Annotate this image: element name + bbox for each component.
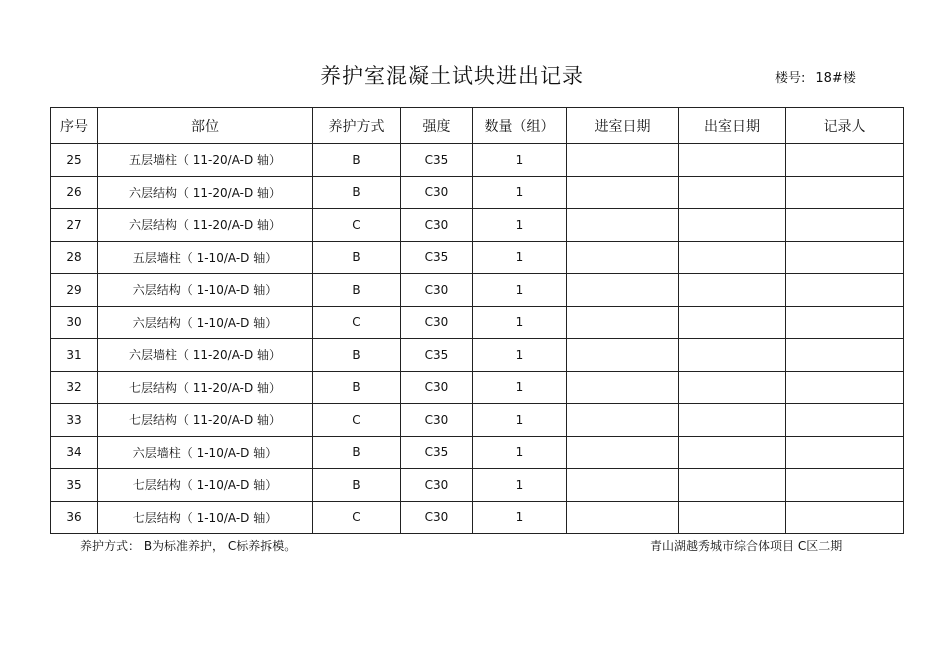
cell-no: 35 — [51, 469, 98, 502]
cell-location: 六层结构（ 11-20/A-D 轴） — [98, 176, 313, 209]
cell-location: 六层墙柱（ 11-20/A-D 轴） — [98, 339, 313, 372]
cell-in-date — [567, 501, 679, 534]
cell-out-date — [679, 176, 786, 209]
cell-curing: C — [313, 404, 401, 437]
cell-curing: B — [313, 144, 401, 177]
cell-no: 30 — [51, 306, 98, 339]
cell-in-date — [567, 176, 679, 209]
building-label: 楼号: — [775, 71, 806, 86]
table-row — [51, 176, 904, 209]
cell-out-date — [679, 501, 786, 534]
table-row — [51, 339, 904, 372]
cell-strength: C35 — [401, 436, 473, 469]
cell-qty: 1 — [473, 306, 567, 339]
cell-location: 六层结构（ 1-10/A-D 轴） — [98, 306, 313, 339]
building-number — [775, 67, 856, 86]
table-row — [51, 306, 904, 339]
cell-recorder — [786, 241, 904, 274]
cell-strength: C30 — [401, 176, 473, 209]
cell-strength: C30 — [401, 306, 473, 339]
cell-no: 25 — [51, 144, 98, 177]
cell-strength: C30 — [401, 404, 473, 437]
cell-qty: 1 — [473, 241, 567, 274]
cell-recorder — [786, 501, 904, 534]
cell-curing: C — [313, 501, 401, 534]
cell-recorder — [786, 306, 904, 339]
cell-qty: 1 — [473, 209, 567, 242]
header-location: 部位 — [98, 108, 313, 144]
cell-location: 七层结构（ 1-10/A-D 轴） — [98, 469, 313, 502]
header-qty: 数量（组） — [473, 108, 567, 144]
cell-recorder — [786, 436, 904, 469]
cell-out-date — [679, 274, 786, 307]
curing-method-note: 养护方式： B为标准养护， C标养拆模。 — [80, 539, 297, 553]
cell-in-date — [567, 404, 679, 437]
header-no: 序号 — [51, 108, 98, 144]
table-row — [51, 241, 904, 274]
header-recorder: 记录人 — [786, 108, 904, 144]
cell-strength: C30 — [401, 274, 473, 307]
table-row — [51, 144, 904, 177]
header-in-date: 进室日期 — [567, 108, 679, 144]
table-header-row — [51, 108, 904, 144]
cell-location: 六层结构（ 1-10/A-D 轴） — [98, 274, 313, 307]
cell-in-date — [567, 436, 679, 469]
project-name: 青山湖越秀城市综合体项目 C区二期 — [650, 539, 843, 553]
building-value: 18#楼 — [815, 71, 856, 86]
cell-location: 五层墙柱（ 11-20/A-D 轴） — [98, 144, 313, 177]
cell-recorder — [786, 176, 904, 209]
cell-out-date — [679, 404, 786, 437]
cell-no: 26 — [51, 176, 98, 209]
cell-in-date — [567, 274, 679, 307]
cell-qty: 1 — [473, 469, 567, 502]
cell-in-date — [567, 241, 679, 274]
cell-recorder — [786, 209, 904, 242]
cell-no: 28 — [51, 241, 98, 274]
cell-recorder — [786, 404, 904, 437]
page-title: 养护室混凝土试块进出记录 — [320, 64, 584, 88]
cell-strength: C30 — [401, 469, 473, 502]
cell-recorder — [786, 144, 904, 177]
cell-no: 32 — [51, 371, 98, 404]
cell-strength: C30 — [401, 501, 473, 534]
cell-out-date — [679, 436, 786, 469]
table-row — [51, 209, 904, 242]
cell-no: 34 — [51, 436, 98, 469]
table-row — [51, 404, 904, 437]
cell-out-date — [679, 144, 786, 177]
cell-curing: B — [313, 339, 401, 372]
cell-recorder — [786, 274, 904, 307]
cell-qty: 1 — [473, 274, 567, 307]
table-row — [51, 371, 904, 404]
cell-location: 六层墙柱（ 1-10/A-D 轴） — [98, 436, 313, 469]
cell-location: 七层结构（ 1-10/A-D 轴） — [98, 501, 313, 534]
cell-qty: 1 — [473, 176, 567, 209]
cell-no: 27 — [51, 209, 98, 242]
cell-curing: B — [313, 241, 401, 274]
table-row — [51, 469, 904, 502]
header-strength: 强度 — [401, 108, 473, 144]
cell-curing: B — [313, 436, 401, 469]
table-row — [51, 501, 904, 534]
cell-location: 七层结构（ 11-20/A-D 轴） — [98, 371, 313, 404]
cell-recorder — [786, 339, 904, 372]
cell-curing: C — [313, 209, 401, 242]
cell-qty: 1 — [473, 371, 567, 404]
cell-qty: 1 — [473, 144, 567, 177]
cell-curing: B — [313, 176, 401, 209]
cell-in-date — [567, 339, 679, 372]
header-out-date: 出室日期 — [679, 108, 786, 144]
cell-qty: 1 — [473, 436, 567, 469]
cell-in-date — [567, 371, 679, 404]
cell-qty: 1 — [473, 501, 567, 534]
cell-no: 29 — [51, 274, 98, 307]
cell-curing: C — [313, 306, 401, 339]
cell-out-date — [679, 209, 786, 242]
cell-strength: C30 — [401, 371, 473, 404]
table-body — [51, 144, 904, 534]
cell-curing: B — [313, 371, 401, 404]
cell-in-date — [567, 209, 679, 242]
cell-in-date — [567, 144, 679, 177]
cell-no: 36 — [51, 501, 98, 534]
cell-location: 六层结构（ 11-20/A-D 轴） — [98, 209, 313, 242]
cell-strength: C30 — [401, 209, 473, 242]
cell-curing: B — [313, 274, 401, 307]
cell-recorder — [786, 469, 904, 502]
cell-out-date — [679, 306, 786, 339]
cell-out-date — [679, 241, 786, 274]
cell-location: 五层墙柱（ 1-10/A-D 轴） — [98, 241, 313, 274]
cell-qty: 1 — [473, 339, 567, 372]
cell-curing: B — [313, 469, 401, 502]
cell-recorder — [786, 371, 904, 404]
table-row — [51, 436, 904, 469]
cell-no: 31 — [51, 339, 98, 372]
cell-out-date — [679, 339, 786, 372]
cell-no: 33 — [51, 404, 98, 437]
cell-strength: C35 — [401, 241, 473, 274]
cell-strength: C35 — [401, 339, 473, 372]
cell-strength: C35 — [401, 144, 473, 177]
cell-out-date — [679, 469, 786, 502]
table-row — [51, 274, 904, 307]
cell-in-date — [567, 306, 679, 339]
cell-location: 七层结构（ 11-20/A-D 轴） — [98, 404, 313, 437]
cell-out-date — [679, 371, 786, 404]
cell-qty: 1 — [473, 404, 567, 437]
cell-in-date — [567, 469, 679, 502]
record-table — [50, 107, 904, 534]
header-curing: 养护方式 — [313, 108, 401, 144]
